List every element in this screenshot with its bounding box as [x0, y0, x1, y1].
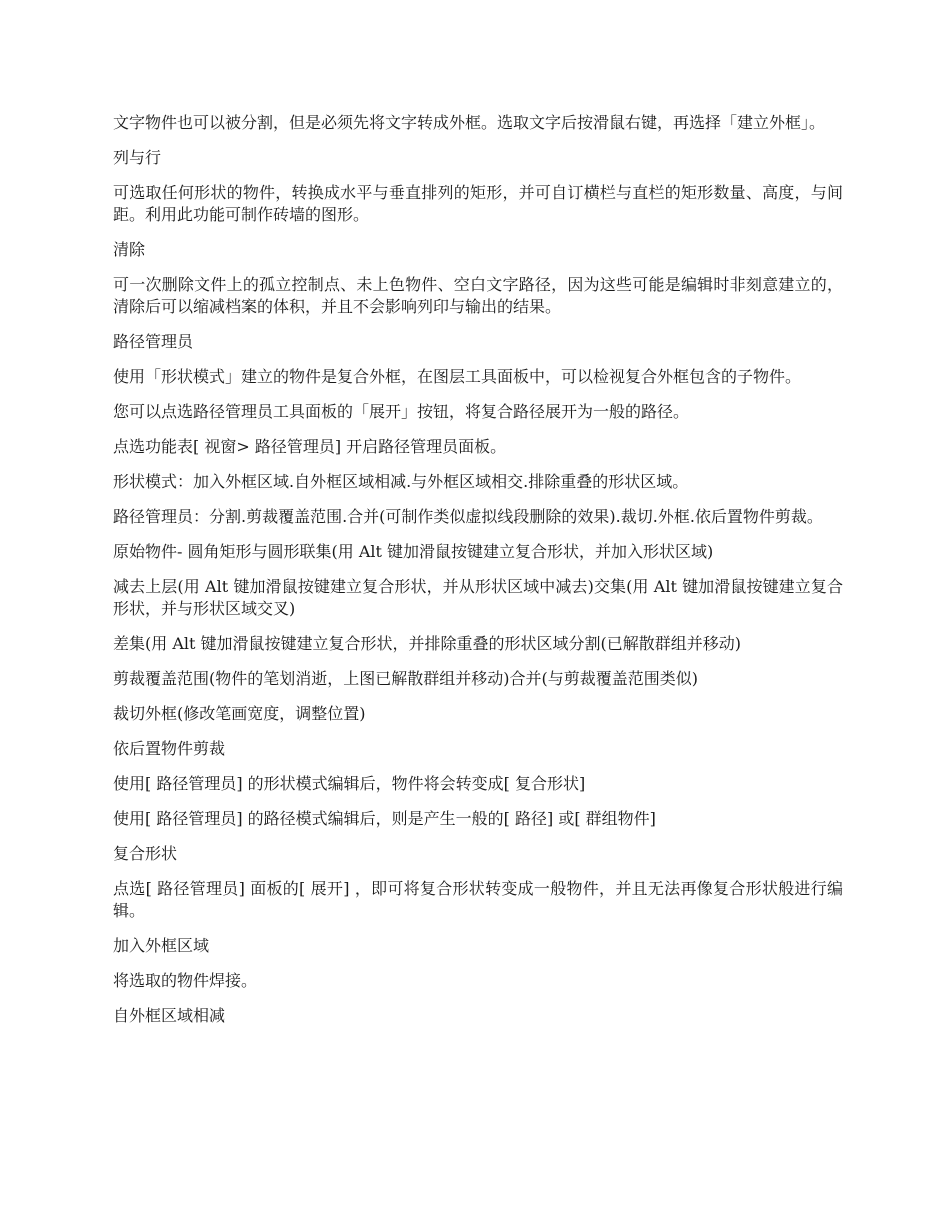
- section-heading: 加入外框区域: [113, 936, 210, 955]
- paragraph: 可选取任何形状的物件，转换成水平与垂直排列的矩形，并可自订横栏与直栏的矩形数量、高度，与间距。利用此功能可制作砖墙的图形。: [113, 183, 843, 224]
- paragraph: 点选功能表[ 视窗> 路径管理员] 开启路径管理员面板。: [113, 437, 507, 456]
- section-heading: 复合形状: [113, 844, 178, 863]
- paragraph: 使用[ 路径管理员] 的形状模式编辑后，物件将会转变成[ 复合形状]: [113, 774, 586, 793]
- paragraph: 可一次删除文件上的孤立控制点、未上色物件、空白文字路径，因为这些可能是编辑时非刻意建立的，清除后可以缩减档案的体积，并且不会影响列印与输出的结果。: [113, 275, 843, 316]
- section-heading: 路径管理员: [113, 332, 194, 351]
- document-body: [113, 112, 843, 1040]
- paragraph: 将选取的物件焊接。: [113, 971, 258, 990]
- section-heading: 自外框区域相减: [113, 1006, 226, 1025]
- paragraph: 使用「形状模式」建立的物件是复合外框，在图层工具面板中，可以检视复合外框包含的子物件。: [113, 367, 802, 386]
- section-heading: 列与行: [113, 148, 162, 167]
- paragraph: 裁切外框(修改笔画宽度，调整位置): [113, 704, 366, 723]
- paragraph: 路径管理员：分割.剪裁覆盖范围.合并(可制作类似虚拟线段删除的效果).裁切.外框.依后置物件剪裁。: [113, 507, 823, 526]
- paragraph: 形状模式：加入外框区域.自外框区域相减.与外框区域相交.排除重叠的形状区域。: [113, 472, 689, 491]
- section-heading: 清除: [113, 240, 146, 259]
- paragraph: 剪裁覆盖范围(物件的笔划消逝，上图已解散群组并移动)合并(与剪裁覆盖范围类似): [113, 669, 698, 688]
- paragraph: 您可以点选路径管理员工具面板的「展开」按钮，将复合路径展开为一般的路径。: [113, 402, 690, 421]
- paragraph: 原始物件- 圆角矩形与圆形联集(用 Alt 键加滑鼠按键建立复合形状，并加入形状区域): [113, 542, 714, 561]
- paragraph: 文字物件也可以被分割，但是必须先将文字转成外框。选取文字后按滑鼠右键，再选择「建立外框」。: [113, 113, 826, 132]
- paragraph: 点选[ 路径管理员] 面板的[ 展开] ，即可将复合形状转变成一般物件，并且无法再像复合形状般进行编辑。: [113, 879, 843, 920]
- section-heading: 依后置物件剪裁: [113, 739, 226, 758]
- paragraph: 使用[ 路径管理员] 的路径模式编辑后，则是产生一般的[ 路径] 或[ 群组物件]: [113, 809, 656, 828]
- paragraph: 差集(用 Alt 键加滑鼠按键建立复合形状，并排除重叠的形状区域分割(已解散群组并移动): [113, 634, 742, 653]
- paragraph: 减去上层(用 Alt 键加滑鼠按键建立复合形状，并从形状区域中减去)交集(用 Alt 键加滑鼠按键建立复合形状，并与形状区域交叉): [113, 577, 843, 618]
